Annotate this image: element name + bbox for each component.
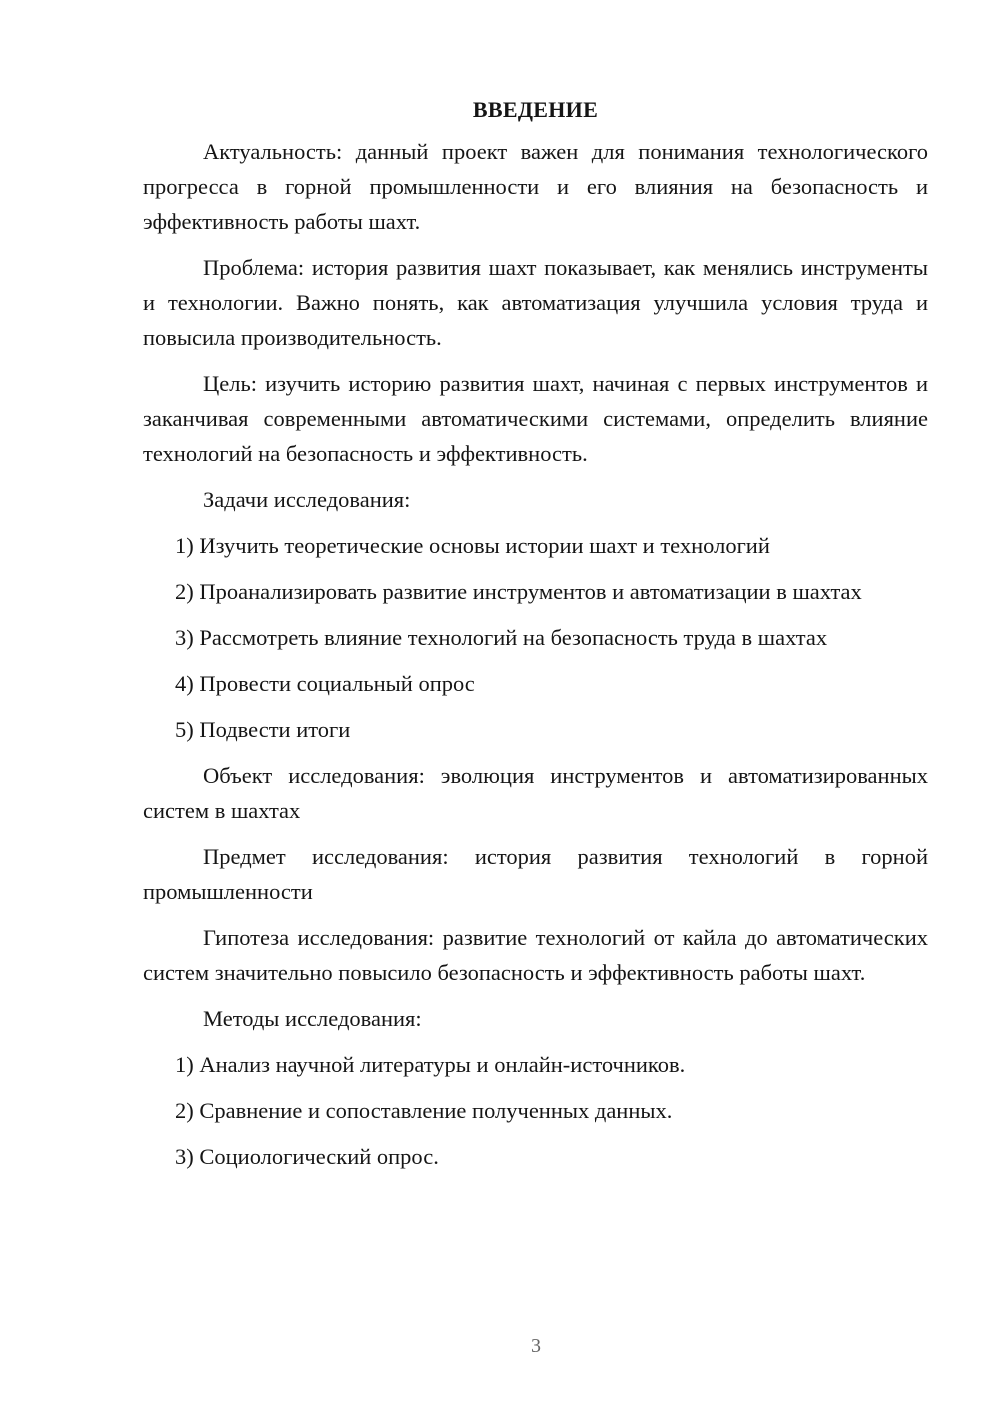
task-item: 5) Подвести итоги bbox=[175, 717, 351, 742]
method-item: 1) Анализ научной литературы и онлайн-источников. bbox=[175, 1052, 686, 1077]
section-heading: ВВЕДЕНИЕ bbox=[472, 97, 599, 122]
task-item: 2) Проанализировать развитие инструментов и автоматизации в шахтах bbox=[175, 579, 862, 604]
relevance-paragraph: Актуальность: данный проект важен для понимания технологического прогресса в горной промышленности и его влияния на безопасность и эффективность работы шахт. bbox=[143, 139, 928, 234]
method-item: 2) Сравнение и сопоставление полученных данных. bbox=[175, 1098, 673, 1123]
subject-paragraph: Предмет исследования: история развития технологий в горной промышленности bbox=[143, 844, 928, 904]
task-item: 4) Провести социальный опрос bbox=[175, 671, 475, 696]
methods-heading: Методы исследования: bbox=[203, 1006, 422, 1031]
object-paragraph: Объект исследования: эволюция инструментов и автоматизированных систем в шахтах bbox=[143, 763, 928, 823]
task-item: 1) Изучить теоретические основы истории шахт и технологий bbox=[175, 533, 770, 558]
page-number: 3 bbox=[531, 1335, 541, 1357]
method-item: 3) Социологический опрос. bbox=[175, 1144, 439, 1169]
task-item: 3) Рассмотреть влияние технологий на безопасность труда в шахтах bbox=[175, 625, 828, 650]
problem-paragraph: Проблема: история развития шахт показывает, как менялись инструменты и технологии. Важно понять, как автоматизация улучшила условия труда и повысила производительность. bbox=[143, 255, 928, 350]
hypothesis-paragraph: Гипотеза исследования: развитие технологий от кайла до автоматических систем значительно повысило безопасность и эффективность работы шахт. bbox=[143, 925, 928, 985]
goal-paragraph: Цель: изучить историю развития шахт, начиная с первых инструментов и заканчивая современными автоматическими системами, определить влияние технологий на безопасность и эффективность. bbox=[143, 371, 928, 466]
tasks-heading: Задачи исследования: bbox=[203, 487, 411, 512]
page-content bbox=[143, 92, 928, 1185]
